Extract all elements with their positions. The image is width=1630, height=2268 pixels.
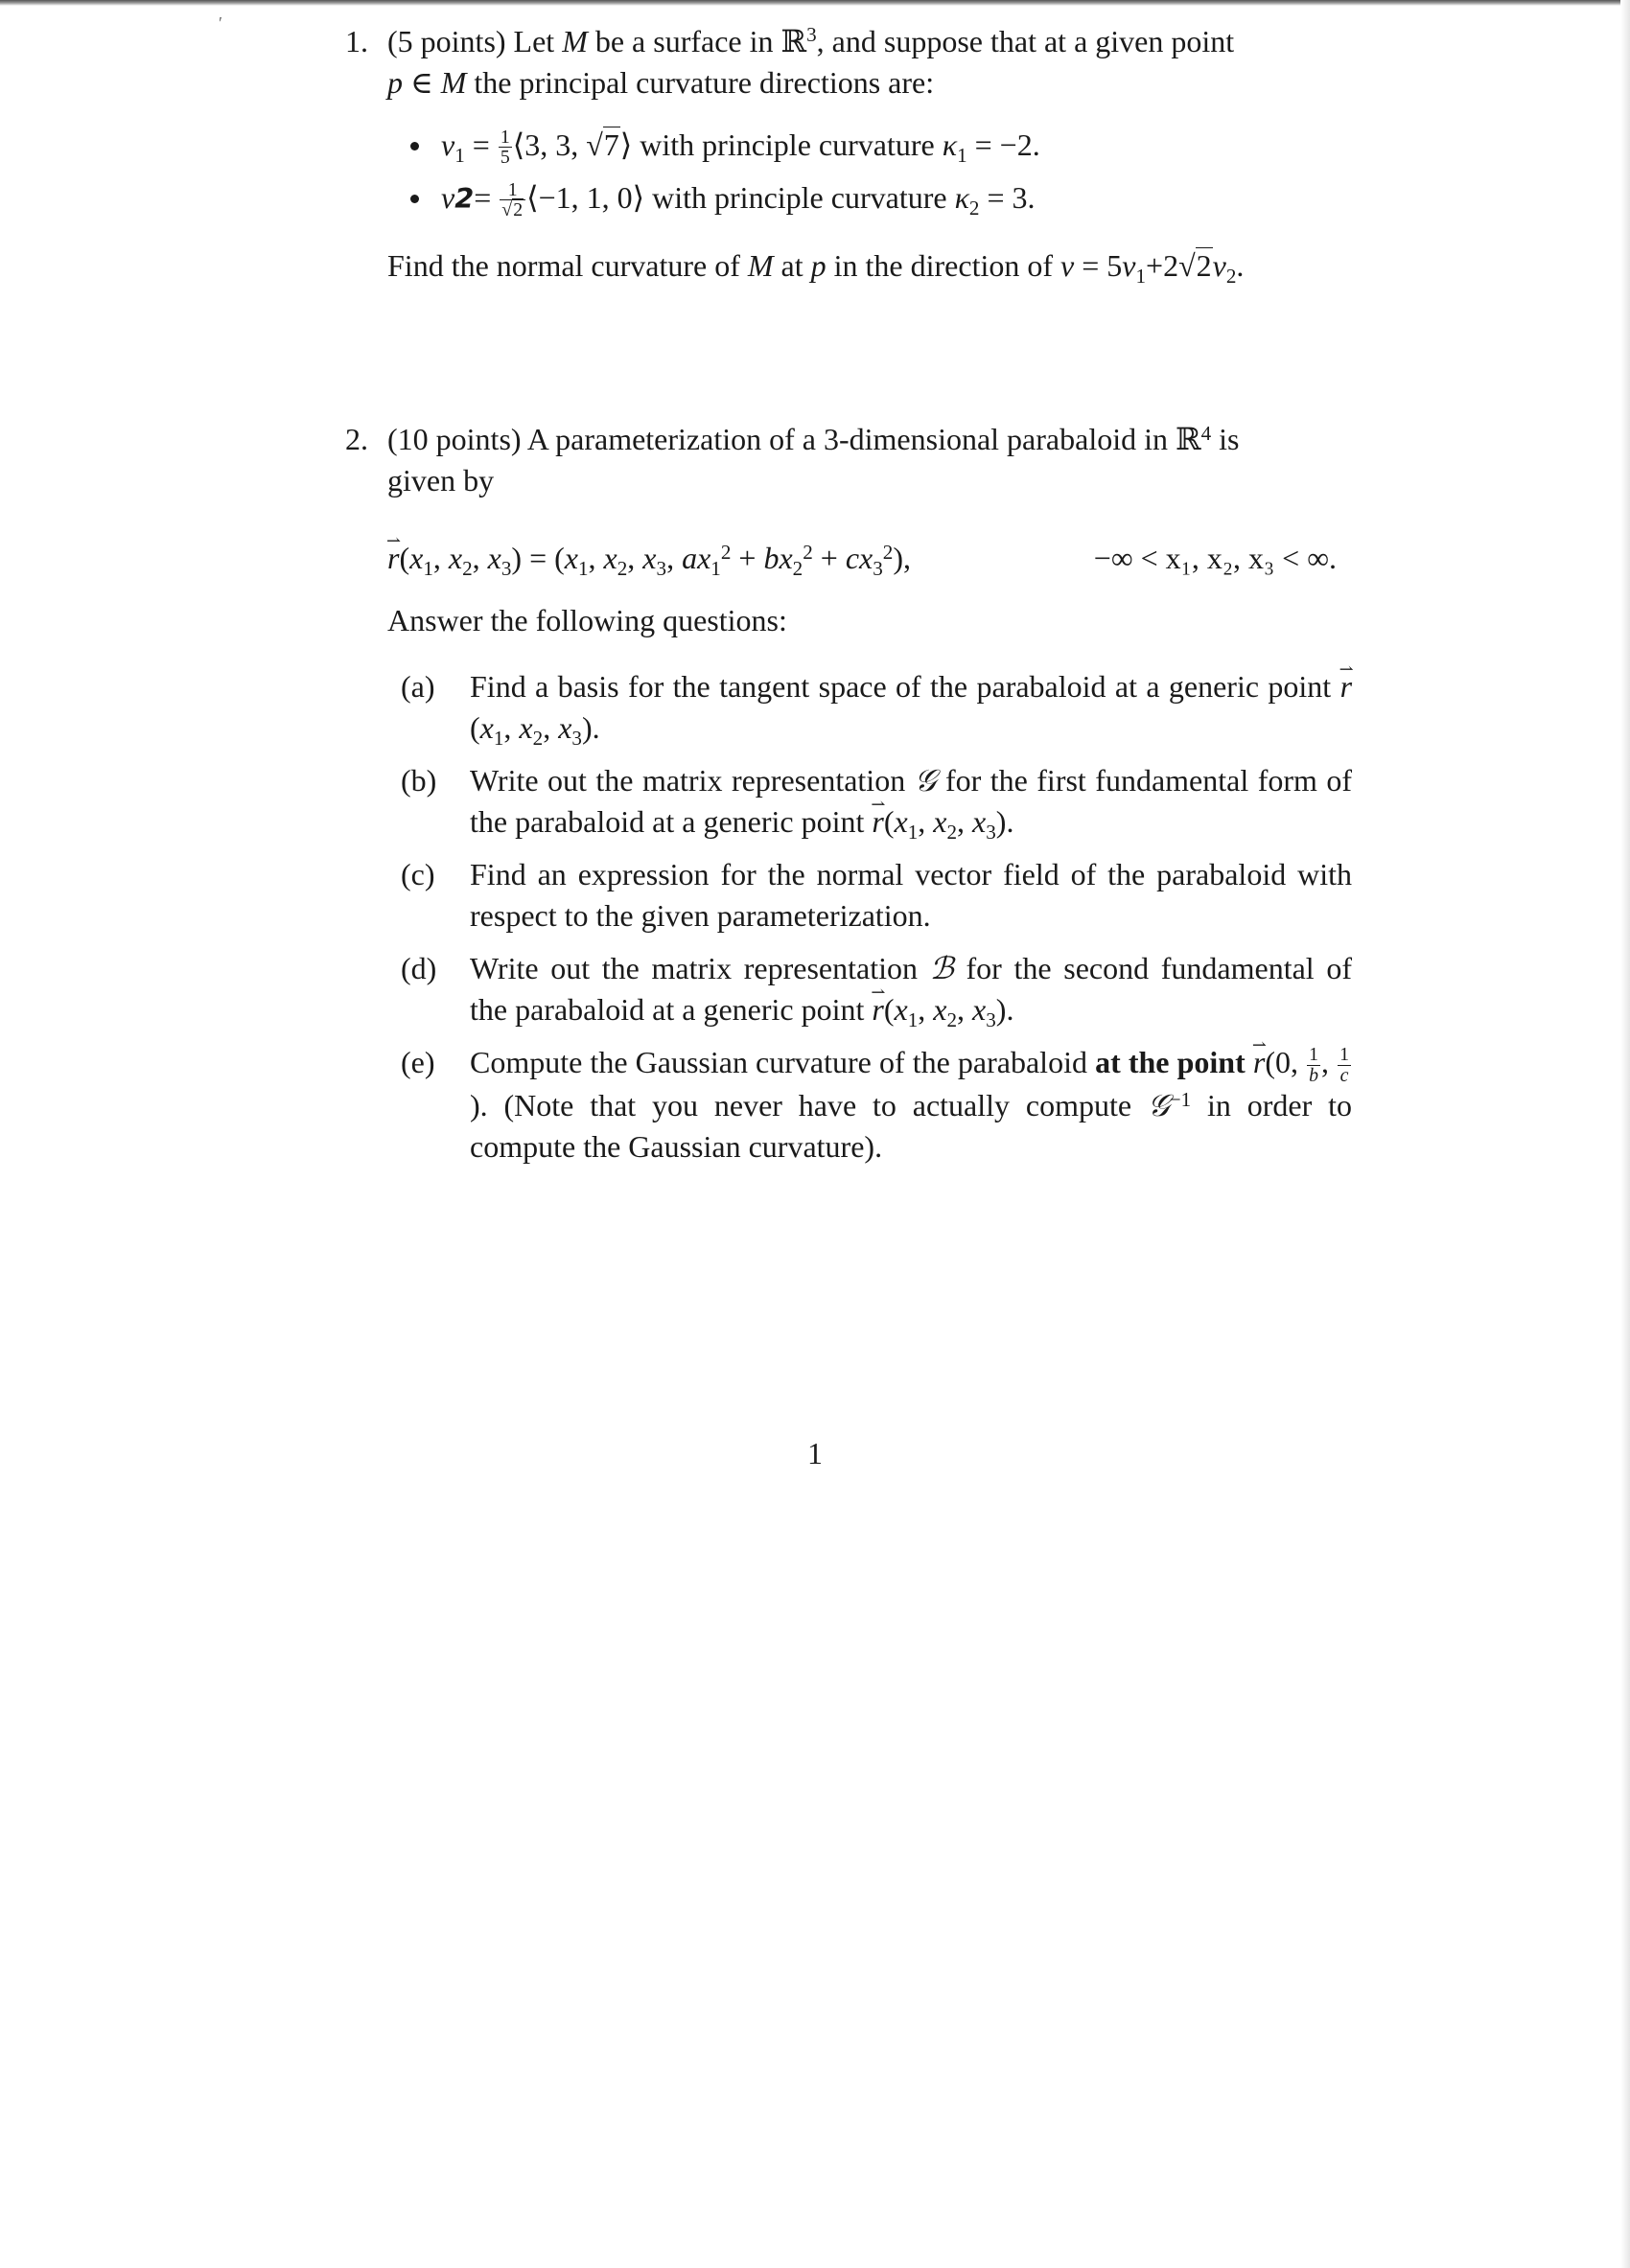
part-d-label: (d) <box>401 951 437 986</box>
part-c <box>401 854 1352 937</box>
problem-2 <box>345 419 1352 1168</box>
part-e-label: (e) <box>401 1045 435 1080</box>
parameterization-domain: −∞ < x₁, x₂, x₃ < ∞. <box>1093 541 1337 576</box>
scan-speck: ′ <box>219 13 222 33</box>
problem-1-points: (5 points) <box>387 24 506 58</box>
part-d: (d) Write out the matrix representation ℬ for the second fundamental of the parabaloid at a generic point r $⇀(x_1$, $x_2$, $x_3$). <box>401 948 1352 1030</box>
curvature-directions-list <box>387 125 1352 220</box>
part-b-text-a: Write out the matrix representation <box>470 763 906 798</box>
scan-edge-right <box>1620 0 1630 2268</box>
problem-2-intro-a: A parameterization of a 3-dimensional parabaloid in <box>526 422 1168 457</box>
part-e-text-a: Compute the Gaussian curvature of the parabaloid <box>470 1045 1087 1080</box>
part-a-text: Find a basis for the tangent space of the parabaloid at a generic point <box>470 669 1332 705</box>
kappa2-value: = 3. <box>987 180 1036 216</box>
part-e-text-c: in order to compute the Gaussian curvature). <box>470 1088 1353 1165</box>
part-e-text-bold: at the point <box>1095 1045 1246 1080</box>
problem-1 <box>345 21 1352 287</box>
problem-2-points: (10 points) <box>387 422 522 457</box>
problem-1-intro-b: be a surface in <box>594 24 774 58</box>
page-number: 1 <box>807 1436 823 1470</box>
problem-1-question: Find the normal curvature of M at p in the direction of $v = 5v_1+2√2v_2$. <box>387 248 1245 289</box>
problem-2-intro-b: is <box>1219 422 1240 457</box>
question-1-c: in the direction of <box>833 248 1054 284</box>
direction-v2-item: v2= $\frac{1}{√2}$ ⟨−1, 1, 0⟩ with principle curvature $\kappa_2 = 3$. <box>410 177 1352 220</box>
part-d-text-b: for the second fundamental of the parabaloid at a generic point <box>470 951 1353 1028</box>
problem-2-number: 2. <box>345 422 368 457</box>
part-b-text-b: for the first fundamental form of the parabaloid at a generic point <box>470 763 1353 840</box>
part-a: (a) Find a basis for the tangent space of the parabaloid at a generic point r $⇀(x_1$, $x_2$, $x_3$). <box>401 666 1352 749</box>
part-c-label: (c) <box>401 857 435 892</box>
part-b-label: (b) <box>401 763 437 798</box>
part-b: (b) Write out the matrix representation 𝒢 for the first fundamental form of the parabaloid at a generic point r $⇀(x_1$, $x_2$, $x_3$). <box>401 760 1352 843</box>
question-1-b: at <box>780 248 803 284</box>
part-e: (e) Compute the Gaussian curvature of the parabaloid at the point r ⇀(0, $\frac{1}{b}$ , $\frac{1}{c}$ ). (Note that you never have to actually compute 𝒢$^{-1}$ in order to compute the Gaussian curvature). <box>401 1042 1352 1168</box>
problem-1-intro-a: Let <box>513 24 555 58</box>
part-a-label: (a) <box>401 669 435 705</box>
problem-2-intro-c: given by <box>387 463 495 498</box>
question-1-a: Find the normal curvature of <box>387 248 740 284</box>
direction-v2-label: with principle curvature <box>652 180 947 216</box>
direction-v1-item: $v_1$ = $\frac{1}{5}$ ⟨3, 3, √7⟩ with principle curvature $\kappa_1 = -2$. <box>410 125 1352 168</box>
problem-1-intro-c: , and suppose that at a given point <box>816 24 1235 58</box>
scan-edge-top <box>0 0 1630 6</box>
part-c-text: Find an expression for the normal vector field of the parabaloid with respect to the given parameterization. <box>470 857 1352 934</box>
problem-1-intro-d: the principal curvature directions are: <box>474 65 935 100</box>
problem-1-intro-line-1: (5 points) Let M be a surface in ℝ$^3$, and suppose that at a given point <box>387 23 1235 58</box>
problem-2-parts <box>387 666 1352 1168</box>
fraction-one-over-sqrt2: $\frac{1}{√2}$ <box>500 180 525 221</box>
parameterization-equation <box>387 538 1352 579</box>
kappa1-value: = −2. <box>974 127 1040 162</box>
exam-page <box>345 21 1352 1179</box>
fraction-one-fifth: $\frac{1}{5}$ <box>500 126 510 169</box>
direction-v1-label: with principle curvature <box>640 127 935 162</box>
part-d-text-a: Write out the matrix representation <box>470 951 918 986</box>
part-e-text-b: . (Note that you never have to actually compute <box>479 1088 1132 1123</box>
problem-1-intro-line-2: p ∈ M the principal curvature directions are: <box>387 65 935 100</box>
problem-1-number: 1. <box>345 24 368 58</box>
parameterization-formula: r $⇀(x_1$, $x_2$, $x_3) = (x_1$, $x_2$, $x_3$, $ax_1^2 + bx_2^2 + cx_3^2$), <box>387 538 911 579</box>
handwritten-subscript-2: 2 <box>454 182 475 216</box>
fraction-one-over-b: $\frac{1}{b}$ <box>1309 1043 1318 1086</box>
problem-2-intro-line-1: (10 points) A parameterization of a 3-dimensional parabaloid in ℝ$^4$ is <box>387 421 1240 457</box>
answer-prompt: Answer the following questions: <box>387 603 787 638</box>
fraction-one-over-c: $\frac{1}{c}$ <box>1339 1043 1350 1086</box>
